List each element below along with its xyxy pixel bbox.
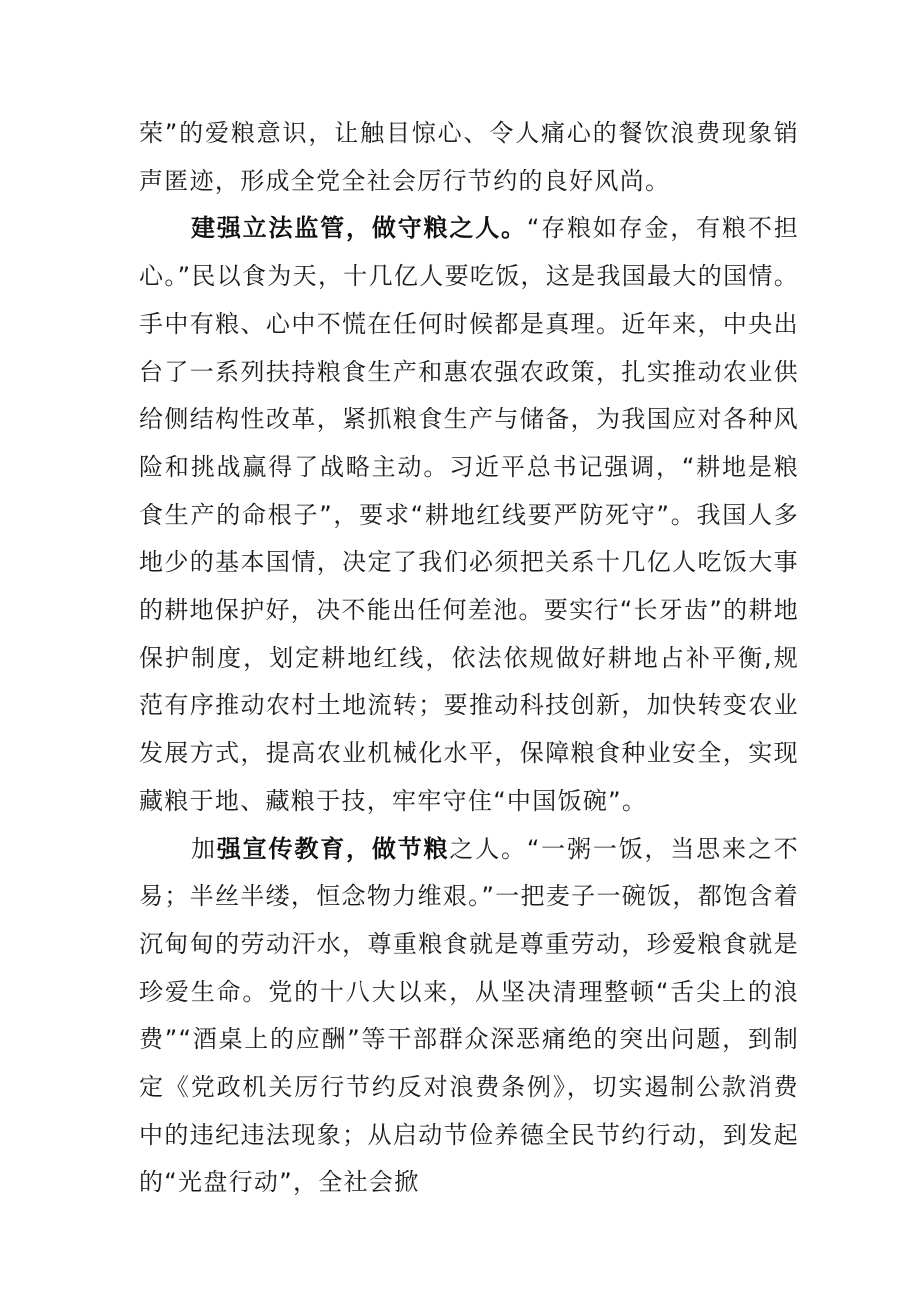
document-body [139, 110, 799, 1207]
paragraph-2-text: “存粮如存金，有粮不担心。”民以食为天，十几亿人要吃饭，这是我国最大的国情。手中有粮、心中不慌在任何时候都是真理。近年来，中央出台了一系列扶持粮食生产和惠农强农政策，扎实推动农业供给侧结构性改革，紧抓粮食生产与储备，为我国应对各种风险和挑战赢得了战略主动。习近平总书记强调，“耕地是粮食生产的命根子”，要求“耕地红线要严防死守”。我国人多地少的基本国情，决定了我们必须把关系十几亿人吃饭大事的耕地保护好，决不能出任何差池。要实行“长牙齿”的耕地保护制度，划定耕地红线，依法依规做好耕地占补平衡,规范有序推动农村土地流转；要推动科技创新，加快转变农业发展方式，提高农业机械化水平，保障粮食种业安全，实现藏粮于地、藏粮于技，牢牢守住“中国饭碗”。 [139, 214, 800, 815]
paragraph-3-heading: 强宣传教育，做节粮 [216, 834, 450, 863]
paragraph-1 [139, 110, 799, 205]
paragraph-3-heading-suffix: 之人。 [449, 834, 527, 863]
paragraph-3-heading-prefix: 加 [191, 834, 217, 863]
paragraph-3 [139, 826, 799, 1208]
paragraph-3-text: “一粥一饭，当思来之不易；半丝半缕，恒念物力维艰。”一把麦子一碗饭，都饱含着沉甸甸的劳动汗水，尊重粮食就是尊重劳动，珍爱粮食就是珍爱生命。党的十八大以来，从坚决清理整顿“舌尖上的浪费”“酒桌上的应酬”等干部群众深恶痛绝的突出问题，到制定《党政机关厉行节约反对浪费条例》，切实遏制公款消费中的违纪违法现象；从启动节俭养德全民节约行动，到发起的“光盘行动”，全社会掀 [139, 834, 799, 1197]
paragraph-2 [139, 205, 799, 825]
paragraph-2-heading: 建强立法监管，做守粮之人。 [191, 214, 527, 243]
paragraph-1-text: 荣”的爱粮意识，让触目惊心、令人痛心的餐饮浪费现象销声匿迹，形成全党全社会厉行节约的良好风尚。 [139, 119, 799, 195]
